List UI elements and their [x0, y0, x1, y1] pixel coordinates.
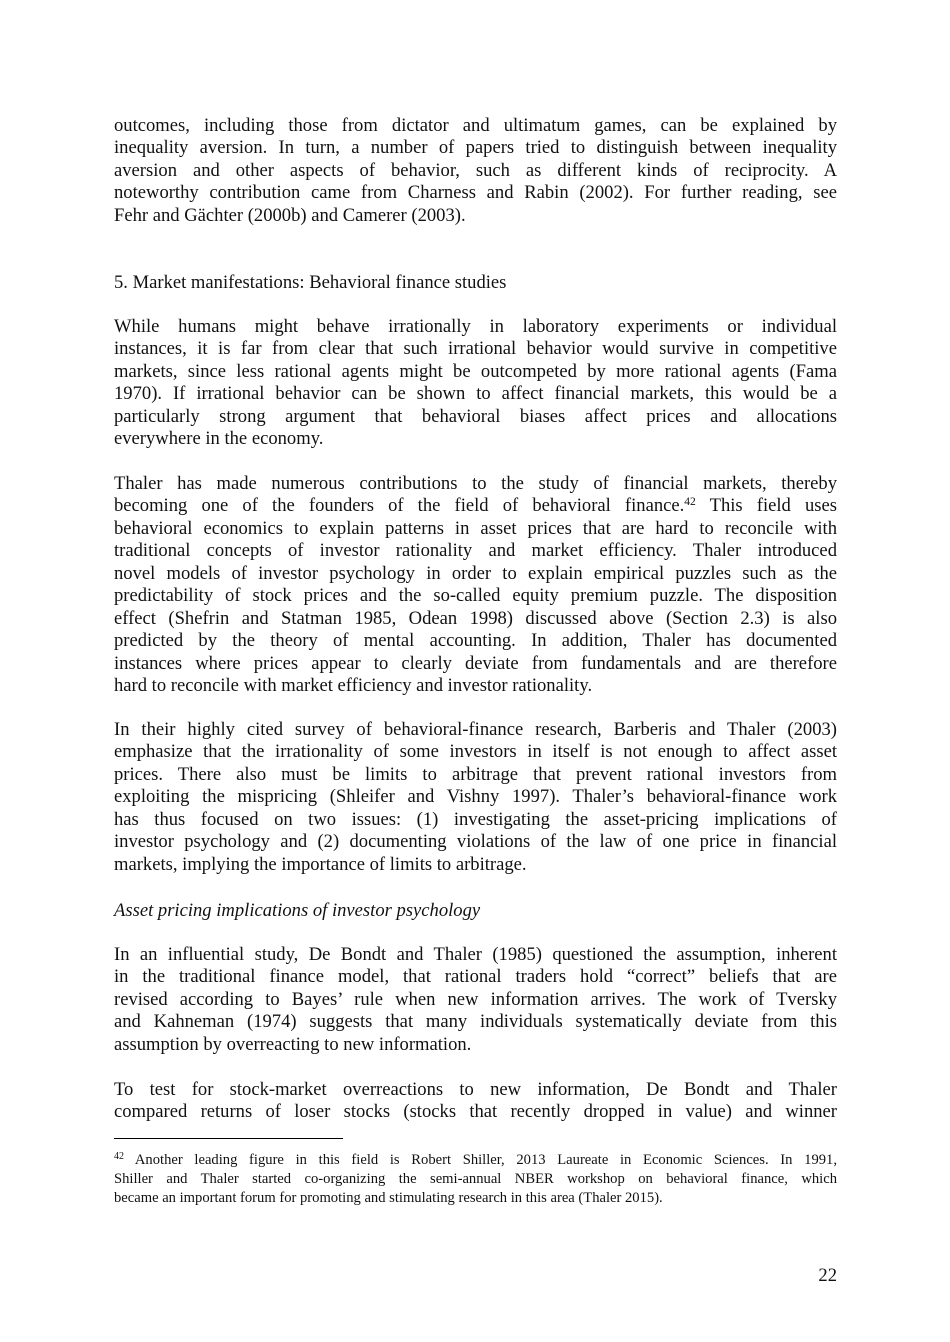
line-text: becoming one of the founders of the field of behavioral finance.: [114, 495, 685, 517]
text-line: Shiller and Thaler started co-organizing the semi-annual NBER workshop on behavioral finance, which: [114, 1171, 837, 1188]
subheading: Asset pricing implications of investor psychology: [114, 900, 481, 921]
text-line: novel models of investor psychology in order to explain empirical puzzles such as the: [114, 562, 837, 584]
text-line: prices. There also must be limits to arbitrage that prevent rational investors from: [114, 763, 837, 785]
text-line: instances where prices appear to clearly deviate from fundamentals and are therefore: [114, 652, 837, 674]
text-line: emphasize that the irrationality of some investors in itself is not enough to affect asset: [114, 741, 837, 763]
text-line: investor psychology and (2) documenting violations of the law of one price in financial: [114, 831, 837, 853]
footnote-divider: [114, 1138, 343, 1139]
text-line: effect (Shefrin and Statman 1985, Odean 1998) discussed above (Section 2.3) is also: [114, 607, 837, 629]
text-line: instances, it is far from clear that such irrational behavior would survive in competitive: [114, 338, 837, 360]
text-line: [114, 1151, 837, 1170]
text-line: Thaler has made numerous contributions to the study of financial markets, thereby: [114, 473, 837, 494]
text-line: markets, implying the importance of limits to arbitrage.: [114, 853, 527, 875]
text-line: traditional concepts of investor rationality and market efficiency. Thaler introduced: [114, 540, 837, 562]
text-line: particularly strong argument that behavioral biases affect prices and allocations: [114, 405, 837, 427]
text-line: While humans might behave irrationally in laboratory experiments or individual: [114, 316, 837, 337]
text-line: behavioral economics to explain patterns in asset prices that are hard to reconcile with: [114, 517, 837, 539]
text-line: aversion and other aspects of behavior, such as different kinds of reciprocity. A: [114, 159, 837, 181]
text-line: in the traditional finance model, that rational traders hold “correct” beliefs that are: [114, 966, 837, 988]
text-line: hard to reconcile with market efficiency and investor rationality.: [114, 674, 593, 696]
page-number: 22: [818, 1265, 837, 1286]
paragraph-market-irrationality: [114, 316, 837, 451]
footnote-marker: 42: [684, 496, 696, 509]
text-line: [114, 495, 837, 517]
text-line: has thus focused on two issues: (1) investigating the asset-pricing implications of: [114, 808, 837, 830]
text-line: predictability of stock prices and the so-called equity premium puzzle. The disposition: [114, 585, 837, 607]
footnote-marker: 42: [114, 1151, 124, 1162]
text-line: exploiting the mispricing (Shleifer and Vishny 1997). Thaler’s behavioral-finance work: [114, 786, 837, 808]
text-line: outcomes, including those from dictator and ultimatum games, can be explained by: [114, 115, 837, 136]
text-line: everywhere in the economy.: [114, 428, 324, 450]
text-line: Fehr and Gächter (2000b) and Camerer (2003).: [114, 204, 466, 226]
line-text: This field uses: [695, 495, 837, 517]
text-line: and Kahneman (1974) suggests that many individuals systematically deviate from this: [114, 1011, 837, 1033]
line-text: Another leading figure in this field is Robert Shiller, 2013 Laureate in Economic Sciences. In 1991,: [124, 1152, 837, 1168]
text-line: In an influential study, De Bondt and Thaler (1985) questioned the assumption, inherent: [114, 944, 837, 965]
text-line: became an important forum for promoting and stimulating research in this area (Thaler 2015).: [114, 1190, 663, 1207]
text-line: inequality aversion. In turn, a number of papers tried to distinguish between inequality: [114, 137, 837, 159]
text-line: noteworthy contribution came from Charness and Rabin (2002). For further reading, see: [114, 182, 837, 204]
paragraph-barberis-thaler: [114, 719, 837, 876]
paragraph-overreaction-test: [114, 1079, 837, 1124]
paragraph-de-bondt-thaler: [114, 944, 837, 1056]
text-line: markets, since less rational agents might be outcompeted by more rational agents (Fama: [114, 360, 837, 382]
text-line: compared returns of loser stocks (stocks that recently dropped in value) and winner: [114, 1101, 837, 1123]
text-line: In their highly cited survey of behavioral-finance research, Barberis and Thaler (2003): [114, 719, 837, 740]
text-line: revised according to Bayes’ rule when new information arrives. The work of Tversky: [114, 988, 837, 1010]
section-heading: 5. Market manifestations: Behavioral finance studies: [114, 272, 507, 293]
text-line: To test for stock-market overreactions to new information, De Bondt and Thaler: [114, 1079, 837, 1100]
paragraph-thaler-contributions: [114, 473, 837, 697]
paragraph-inequality-aversion: [114, 115, 837, 227]
footnote-42: [114, 1151, 837, 1209]
text-line: predicted by the theory of mental accounting. In addition, Thaler has documented: [114, 630, 837, 652]
text-line: 1970). If irrational behavior can be shown to affect financial markets, this would be a: [114, 383, 837, 405]
text-line: assumption by overreacting to new information.: [114, 1033, 472, 1055]
